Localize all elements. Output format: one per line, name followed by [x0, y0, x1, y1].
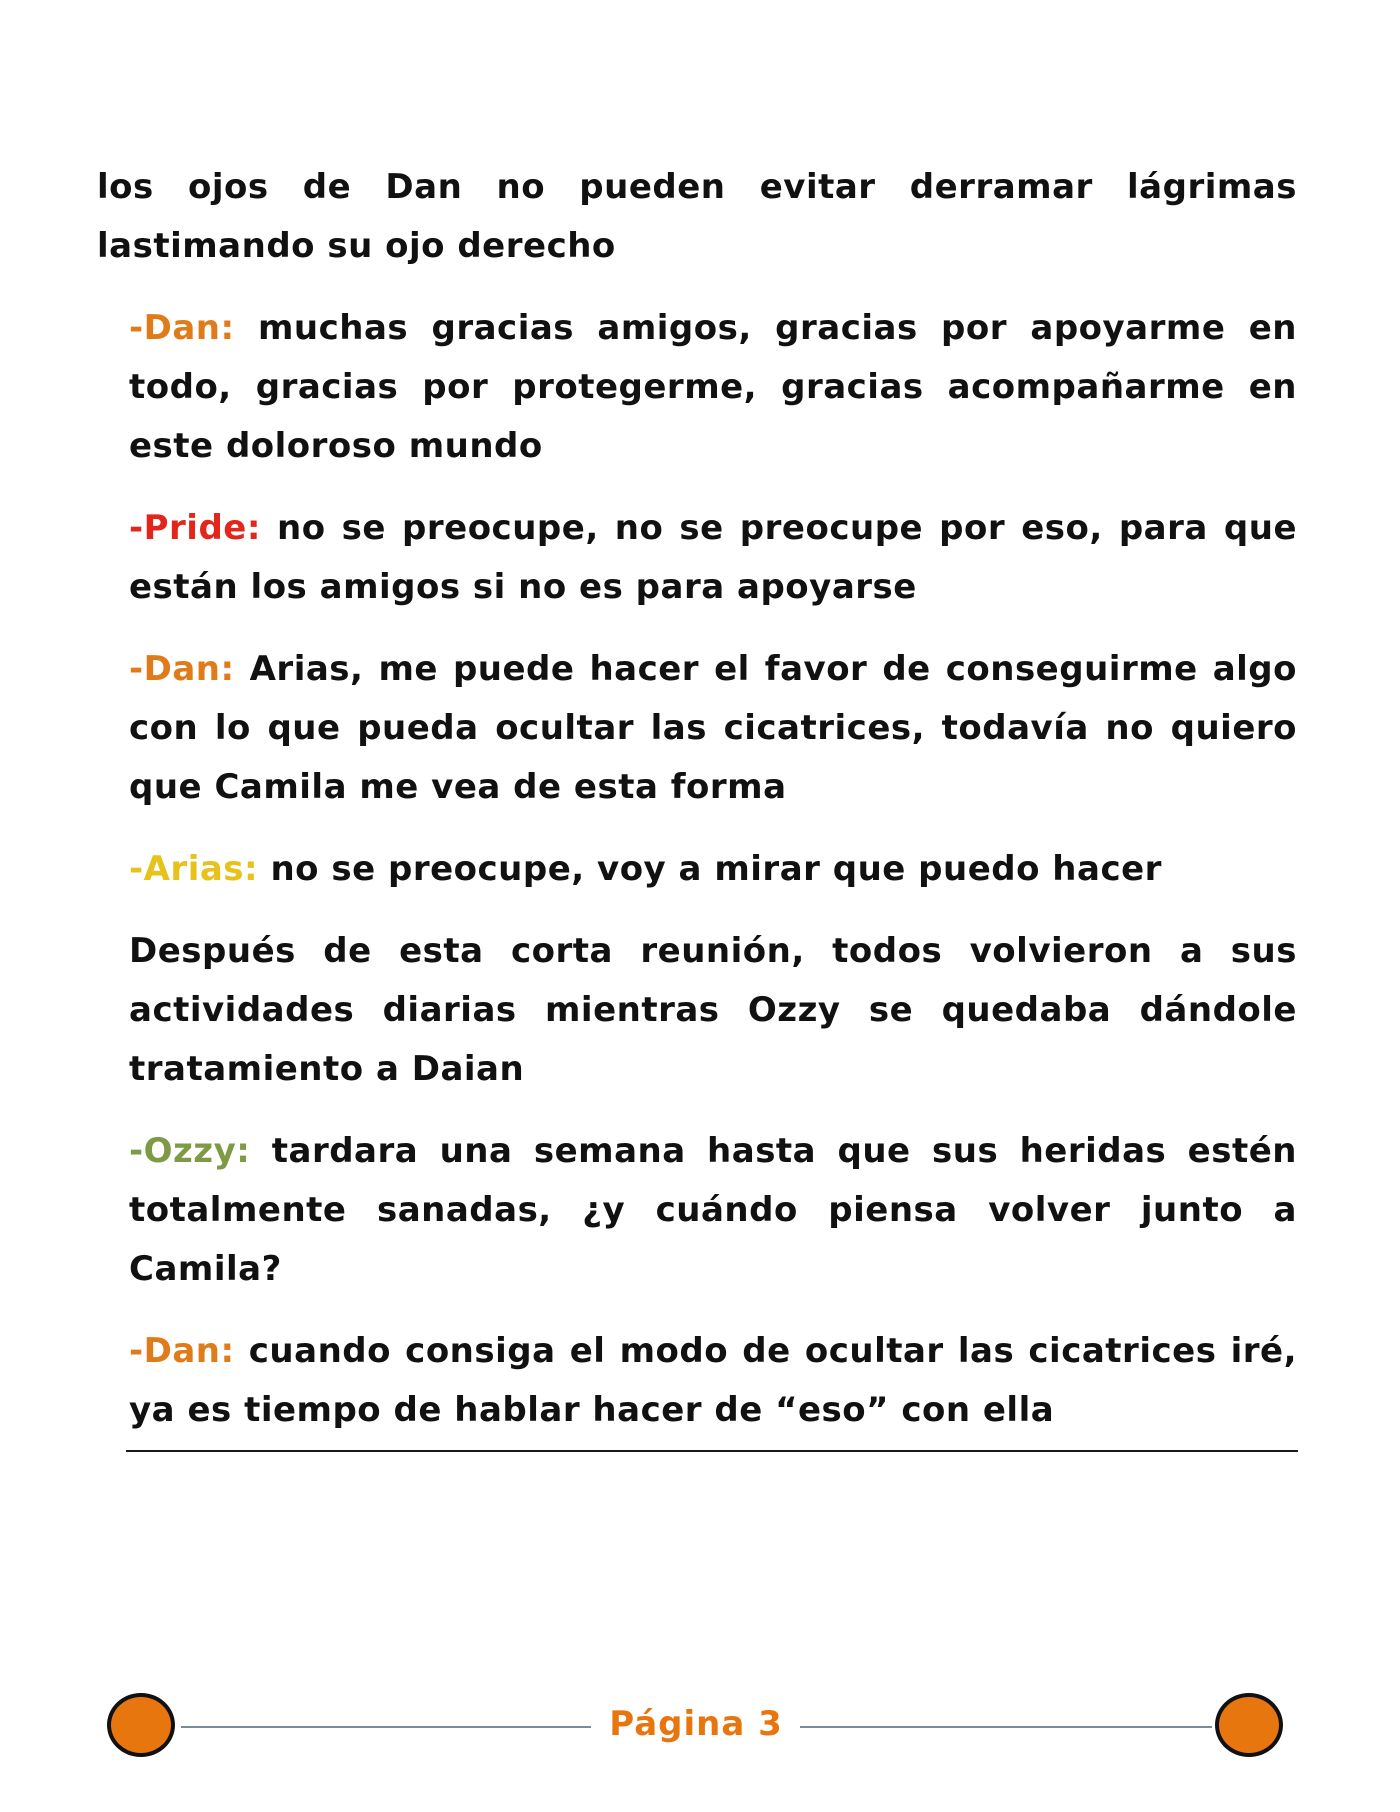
- dialogue-text: no se preocupe, no se preocupe por eso, para que están los amigos si no es para apoyarse: [129, 508, 1297, 607]
- speaker-label-pride: -Pride:: [129, 508, 261, 548]
- dialogue-text: no se preocupe, voy a mirar que puedo hacer: [270, 849, 1162, 889]
- speaker-label-arias: -Arias:: [129, 849, 259, 889]
- section-divider: [126, 1450, 1298, 1452]
- speaker-label-dan: -Dan:: [129, 649, 235, 689]
- speaker-label-dan: -Dan:: [129, 308, 235, 348]
- dialogue-text: Arias, me puede hacer el favor de conseguirme algo con lo que pueda ocultar las cicatrices, todavía no quiero que Camila me vea de esta forma: [129, 649, 1297, 807]
- dialogue-paragraph: [129, 1122, 1297, 1299]
- footer-line: [800, 1726, 1212, 1728]
- dialogue-paragraph: [129, 840, 1297, 899]
- dialogue-text: muchas gracias amigos, gracias por apoyarme en todo, gracias por protegerme, gracias acompañarme en este doloroso mundo: [129, 308, 1298, 466]
- dialogue-text: cuando consiga el modo de ocultar las cicatrices iré, ya es tiempo de hablar hacer de “eso” con ella: [129, 1331, 1298, 1430]
- page-body: [97, 158, 1297, 1463]
- footer-circle-icon: [1215, 1693, 1283, 1757]
- page-footer: [0, 1690, 1400, 1770]
- dialogue-paragraph: [129, 499, 1297, 617]
- dialogue-paragraph: [129, 1322, 1297, 1440]
- speaker-label-ozzy: -Ozzy:: [129, 1131, 251, 1171]
- footer-line: [181, 1726, 591, 1728]
- narration-paragraph: [97, 158, 1297, 276]
- speaker-label-dan: -Dan:: [129, 1331, 235, 1371]
- dialogue-text: tardara una semana hasta que sus heridas estén totalmente sanadas, ¿y cuándo piensa volver junto a Camila?: [129, 1131, 1297, 1289]
- narration-paragraph: [129, 922, 1297, 1099]
- footer-circle-icon: [107, 1693, 175, 1757]
- dialogue-paragraph: [129, 640, 1297, 817]
- page-number: Página 3: [609, 1704, 783, 1744]
- paragraph-text: los ojos de Dan no pueden evitar derramar lágrimas lastimando su ojo derecho: [97, 167, 1297, 266]
- paragraph-text: Después de esta corta reunión, todos volvieron a sus actividades diarias mientras Ozzy se quedaba dándole tratamiento a Daian: [129, 931, 1297, 1089]
- dialogue-paragraph: [129, 299, 1297, 476]
